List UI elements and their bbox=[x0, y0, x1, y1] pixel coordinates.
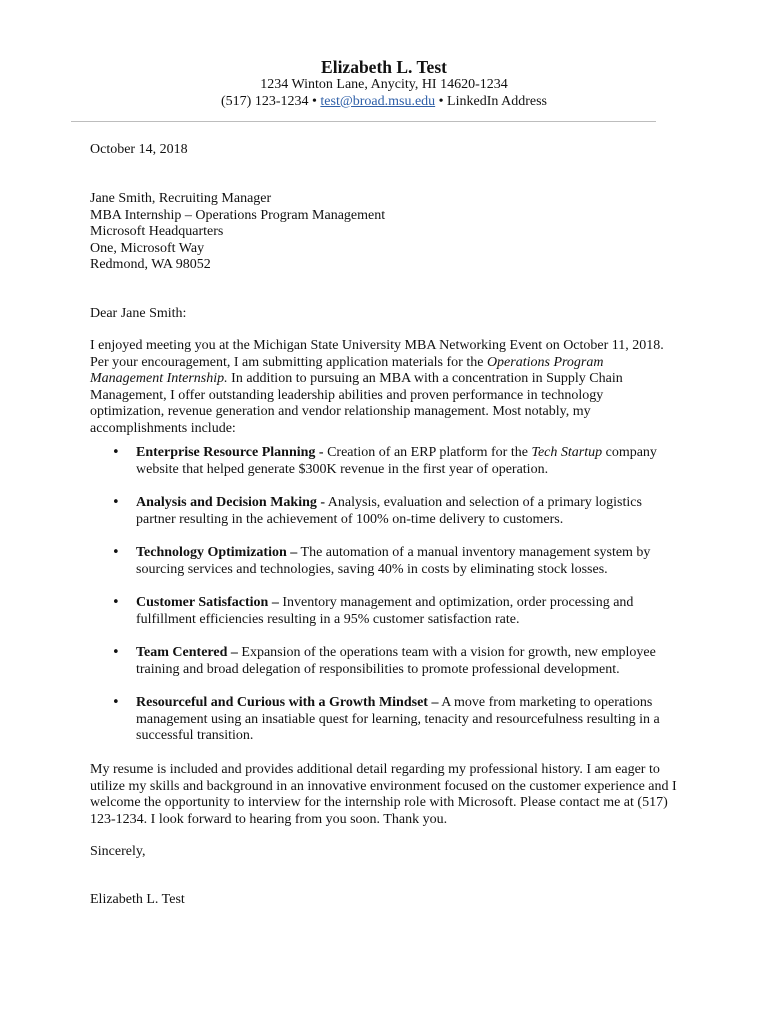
intro-paragraph bbox=[90, 338, 680, 437]
header-divider bbox=[71, 121, 656, 122]
recipient-street: One, Microsoft Way bbox=[90, 240, 205, 256]
accomplishment-text: A move from marketing to operations management using an insatiable quest for learning, tenacity and resourcefulness resulting in a successful transition. bbox=[136, 695, 660, 743]
list-item bbox=[90, 495, 670, 528]
list-item bbox=[90, 545, 670, 578]
accomplishment-italic: Tech Startup bbox=[531, 445, 603, 460]
signature-name: Elizabeth L. Test bbox=[90, 892, 185, 907]
letter-date: October 14, 2018 bbox=[90, 142, 188, 157]
recipient-block bbox=[90, 191, 680, 274]
intro-internship-title: Operations Program Management Internship. bbox=[90, 354, 604, 386]
sender-linkedin: • LinkedIn Address bbox=[438, 93, 547, 109]
sender-address: 1234 Winton Lane, Anycity, HI 14620-1234 bbox=[260, 77, 508, 92]
accomplishment-title: Analysis and Decision Making - bbox=[136, 495, 326, 510]
sender-phone: (517) 123-1234 • bbox=[221, 93, 317, 109]
accomplishment-text: company website that helped generate $300K revenue in the first year of operation. bbox=[136, 445, 657, 477]
accomplishment-title: Resourceful and Curious with a Growth Mindset – bbox=[136, 695, 439, 710]
accomplishments-list bbox=[90, 445, 670, 762]
accomplishment-text: Analysis, evaluation and selection of a primary logistics partner resulting in the achievement of 100% on-time delivery to customers. bbox=[136, 495, 642, 527]
recipient-position: MBA Internship – Operations Program Management bbox=[90, 207, 386, 223]
salutation: Dear Jane Smith: bbox=[90, 306, 187, 321]
recipient-company: Microsoft Headquarters bbox=[90, 224, 224, 239]
accomplishment-title: Technology Optimization – bbox=[136, 545, 298, 560]
accomplishment-title: Customer Satisfaction – bbox=[136, 595, 279, 610]
accomplishment-text: Inventory management and optimization, order processing and fulfillment efficiencies resulting in a 95% customer satisfaction rate. bbox=[136, 595, 634, 627]
sender-email-link[interactable]: test@broad.msu.edu bbox=[320, 93, 436, 109]
accomplishment-title: Team Centered – bbox=[136, 645, 238, 660]
accomplishment-text: Expansion of the operations team with a vision for growth, new employee training and broad delegation of responsibilities to promote professional development. bbox=[136, 645, 656, 677]
list-item bbox=[90, 595, 670, 628]
list-item bbox=[90, 645, 670, 678]
intro-text-2: In addition to pursuing an MBA with a concentration in Supply Chain Management, I offer outstanding leadership abilities and proven performance in technology optimization, revenue generation and vendor relationship management. Most notably, my accomplishments include: bbox=[90, 371, 623, 436]
sender-contact-line bbox=[0, 94, 768, 111]
list-item bbox=[90, 695, 670, 745]
recipient-name-title: Jane Smith, Recruiting Manager bbox=[90, 191, 272, 206]
sender-name: Elizabeth L. Test bbox=[321, 57, 447, 77]
list-item bbox=[90, 445, 670, 478]
intro-text-1: I enjoyed meeting you at the Michigan State University MBA Networking Event on October 11, 2018. Per your encouragement, I am submitting application materials for the bbox=[90, 338, 664, 370]
accomplishment-text: The automation of a manual inventory management system by sourcing services and technologies, saving 40% in costs by eliminating stock losses. bbox=[136, 545, 651, 577]
letterhead bbox=[0, 57, 768, 110]
closing-phrase: Sincerely, bbox=[90, 844, 146, 859]
closing-paragraph: My resume is included and provides additional detail regarding my professional history. I am eager to utilize my skills and background in an innovative environment focused on the customer experience and I welcome the opportunity to interview for the internship role with Microsoft. Please contact me at (517) 123-1234. I look forward to hearing from you soon. Thank you. bbox=[90, 762, 677, 827]
accomplishment-text: Creation of an ERP platform for the bbox=[327, 445, 528, 460]
recipient-city: Redmond, WA 98052 bbox=[90, 257, 211, 272]
accomplishment-title: Enterprise Resource Planning - bbox=[136, 445, 324, 460]
